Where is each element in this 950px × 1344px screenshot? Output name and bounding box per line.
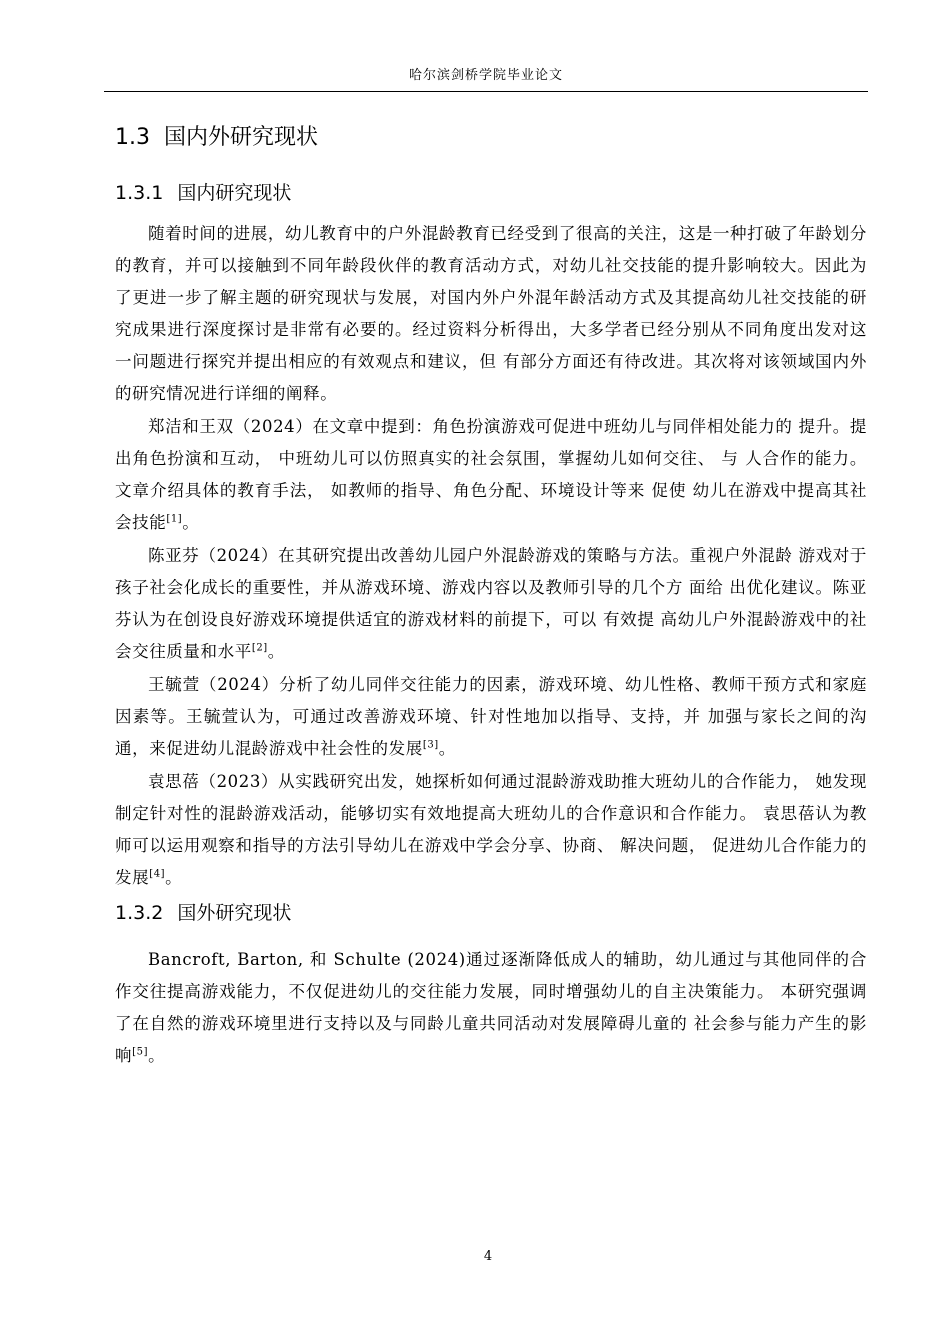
subsection-heading-1-3-2 [115,898,867,928]
section-number: 1.3 [115,125,150,150]
paragraph-text: 陈亚芬（2024）在其研究提出改善幼儿园户外混龄游戏的策略与方法。重视户外混龄 游戏对于孩子社会化成长的重要性，并从游戏环境、游戏内容以及教师引导的几个方 面给 出优化建议。陈亚芬认为在创设良好游戏环境提供适宜的游戏材料的前提下，可以 有效提 高幼儿户外混龄游戏中的社会交往质量和水平 [115,546,867,661]
citation-ref: [2] [251,642,268,654]
section-title: 国内外研究现状 [164,125,319,150]
paragraph-text: 随着时间的进展，幼儿教育中的户外混龄教育已经受到了很高的关注，这是一种打破了年龄划分的教育，并可以接触到不同年龄段伙伴的教育活动方式，对幼儿社交技能的提升影响较大。因此为了更进一步了解主题的研究现状与发展，对国内外户外混年龄活动方式及其提高幼儿社交技能的研究成果进行深度探讨是非常有必要的。经过资料分析得出，大多学者已经分别从不同角度出发对这一问题进行探究并提出相应的有效观点和建议，但 有部分方面还有待改进。其次将对该领域国内外的研究情况进行详细的阐释。 [115,224,867,403]
section-heading-1-3 [115,120,867,156]
paragraph-text: 郑洁和王双（2024）在文章中提到：角色扮演游戏可促进中班幼儿与同伴相处能力的 提升。提出角色扮演和互动， 中班幼儿可以仿照真实的社会氛围，掌握幼儿如何交往、 与 人合作的能力。文章介绍具体的教育手法， 如教师的指导、角色分配、环境设计等来 促使 幼儿在游戏中提高其社会技能 [115,417,867,532]
paragraph-zheng-wang [115,411,867,539]
period: 。 [438,739,456,758]
header-title: 哈尔滨剑桥学院毕业论文 [408,68,563,83]
paragraph-intro [115,218,867,410]
document-body [115,120,867,1073]
page-header [104,64,868,92]
paragraph-bancroft [115,944,867,1072]
citation-ref: [4] [149,868,166,880]
citation-ref: [5] [132,1046,149,1058]
period: 。 [148,1046,166,1065]
citation-ref: [1] [166,513,183,525]
citation-ref: [3] [422,739,439,751]
paragraph-yuan [115,766,867,894]
paragraph-chen [115,540,867,668]
paragraph-text: 袁思蓓（2023）从实践研究出发，她探析如何通过混龄游戏助推大班幼儿的合作能力， 她发现制定针对性的混龄游戏活动，能够切实有效地提高大班幼儿的合作意识和合作能力。 袁思蓓认为教师可以运用观察和指导的方法引导幼儿在游戏中学会分享、协商、 解决问题， 促进幼儿合作能力的发展 [115,772,867,887]
paragraph-text: Bancroft, Barton, 和 Schulte (2024)通过逐渐降低成人的辅助，幼儿通过与其他同伴的合作交往提高游戏能力，不仅促进幼儿的交往能力发展，同时增强幼儿的自主决策能力。 本研究强调了在自然的游戏环境里进行支持以及与同龄儿童共同活动对发展障碍儿童的 社会参与能力产生的影响 [115,950,867,1065]
subsection-title: 国外研究现状 [177,902,292,924]
page-number: 4 [483,1249,493,1264]
subsection-number: 1.3.2 [115,902,164,924]
period: 。 [165,868,183,887]
subsection-title: 国内研究现状 [177,182,292,204]
paragraph-wang-yuxuan [115,669,867,765]
subsection-number: 1.3.1 [115,182,164,204]
period: 。 [267,642,285,661]
subsection-heading-1-3-1 [115,178,867,208]
period: 。 [182,513,200,532]
paragraph-text: 王毓萱（2024）分析了幼儿同伴交往能力的因素，游戏环境、幼儿性格、教师干预方式和家庭因素等。王毓萱认为，可通过改善游戏环境、针对性地加以指导、支持，并 加强与家长之间的沟通，来促进幼儿混龄游戏中社会性的发展 [115,675,867,758]
